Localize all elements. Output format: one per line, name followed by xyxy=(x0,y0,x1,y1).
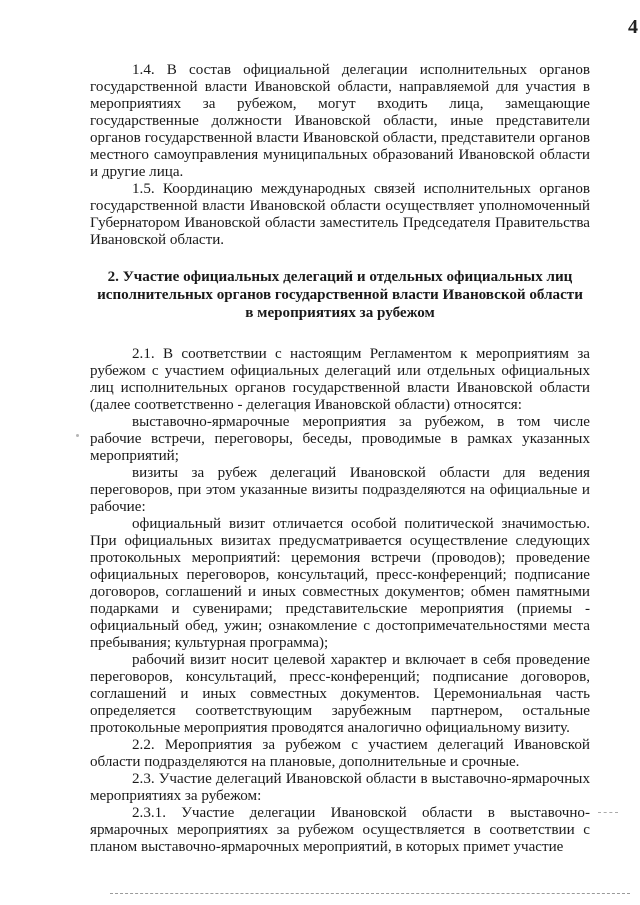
page-number: 4 xyxy=(628,16,638,38)
bottom-rule-divider xyxy=(110,893,630,894)
paragraph-visits: визиты за рубеж делегаций Ивановской области для ведения переговоров, при этом указанные визиты подразделяются на официальные и рабочие: xyxy=(90,465,590,515)
paragraph-2-2: 2.2. Мероприятия за рубежом с участием делегаций Ивановской области подразделяются на плановые, дополнительные и срочные. xyxy=(90,737,590,770)
paragraph-2-1: 2.1. В соответствии с настоящим Регламентом к мероприятиям за рубежом с участием официальных делегаций или отдельных официальных лиц исполнительных органов государственной власти Ивановской области (далее соответственно - делегация Ивановской области) относятся: xyxy=(90,346,590,413)
heading-line: исполнительных органов государственной власти Ивановской области xyxy=(97,287,583,303)
paragraph-exhibitions: выставочно-ярмарочные мероприятия за рубежом, в том числе рабочие встречи, переговоры, беседы, проводимые в рамках указанных мероприятий; xyxy=(90,414,590,464)
section-2-heading xyxy=(90,268,590,322)
paragraph-2-3: 2.3. Участие делегаций Ивановской области в выставочно-ярмарочных мероприятиях за рубежом: xyxy=(90,771,590,804)
paragraph-1-5: 1.5. Координацию международных связей исполнительных органов государственной власти Ивановской области осуществляет уполномоченный Губернатором Ивановской области заместитель Председателя Правительства Ивановской области. xyxy=(90,181,590,248)
paragraph-official-visit: официальный визит отличается особой политической значимостью. При официальных визитах предусматривается осуществление следующих протокольных мероприятий: церемония встречи (проводов); проведение официальных переговоров, консультаций, пресс-конференций; подписание договоров, соглашений и иных совместных документов; обмен памятными подарками и сувенирами; представительские мероприятия (приемы - официальный обед, ужин; ознакомление с достопримечательностями места пребывания; культурная программа); xyxy=(90,516,590,651)
document-body xyxy=(90,62,590,856)
heading-line: 2. Участие официальных делегаций и отдельных официальных лиц xyxy=(107,269,573,285)
scan-speck xyxy=(76,434,79,437)
paragraph-1-4: 1.4. В состав официальной делегации исполнительных органов государственной власти Ивановской области, направляемой для участия в мероприятиях за рубежом, могут входить лица, замещающие государственные должности Ивановской области, иные представители органов государственной власти Ивановской области, представители органов местного самоуправления муниципальных образований Ивановской области и другие лица. xyxy=(90,62,590,180)
scan-mark xyxy=(598,812,618,813)
paragraph-working-visit: рабочий визит носит целевой характер и включает в себя проведение переговоров, консультаций, пресс-конференций; подписание договоров, соглашений и иных совместных документов. Церемониальная часть определяется соответствующим зарубежным партнером, остальные протокольные мероприятия проводятся аналогично официальному визиту. xyxy=(90,652,590,736)
paragraph-2-3-1: 2.3.1. Участие делегации Ивановской области в выставочно-ярмарочных мероприятиях за рубежом осуществляется в соответствии с планом выставочно-ярмарочных мероприятий, в которых примет участие xyxy=(90,805,590,855)
heading-line: в мероприятиях за рубежом xyxy=(245,305,435,321)
